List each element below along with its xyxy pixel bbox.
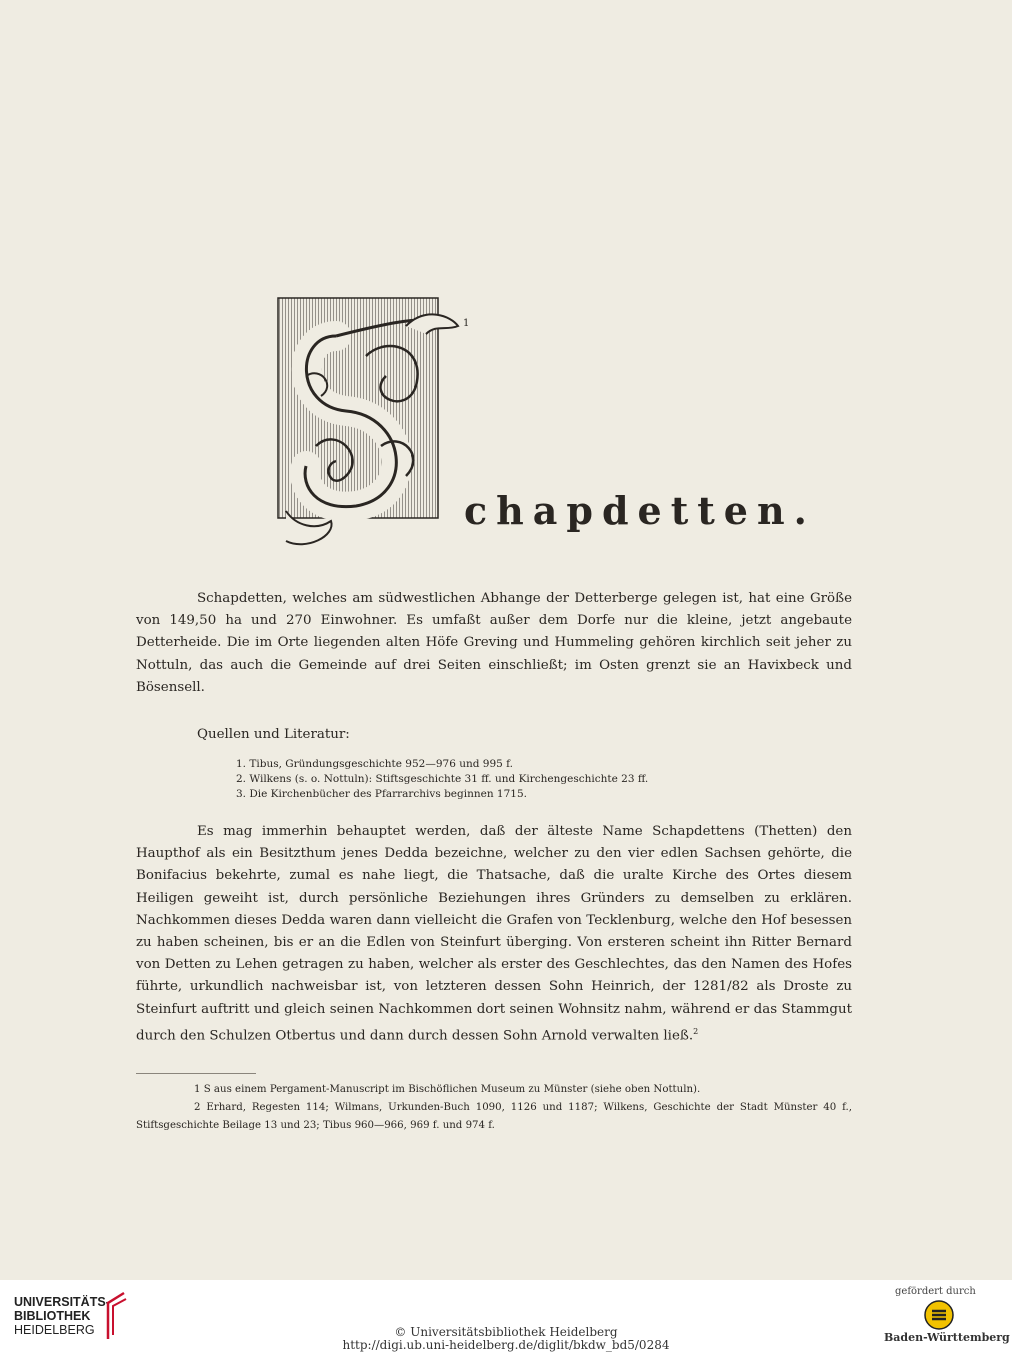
logo-line-2: BIBLIOTHEK [14,1309,91,1323]
funded-by-label: gefördert durch [895,1286,976,1297]
footnote-ref-1: 1 [463,318,470,329]
footnotes [136,1081,852,1135]
permalink-url[interactable]: http://digi.ub.uni-heidelberg.de/diglit/bkdw_bd5/0284 [342,1338,670,1352]
funder-name: Baden-Württemberg [884,1331,1010,1344]
ornamental-initial-s [276,296,466,556]
logo-line-3: HEIDELBERG [14,1323,95,1337]
copyright-notice: © Universitätsbibliothek Heidelberg [394,1325,618,1339]
history-paragraph [136,821,852,1048]
bw-coat-of-arms-icon [923,1299,955,1331]
ornamental-initial-graphic [276,296,466,556]
history-paragraph-text: Es mag immerhin behauptet werden, daß der älteste Name Schapdettens (Thetten) den Haupthof als ein Besitzthum jenes Dedda bezeichne, welcher zu den vier edlen Sachsen gehörte, die Bonifacius bekehrte, zumal es nahe liegt, die Thatsache, daß die uralte Kirche des Ortes diesem Heiligen geweiht ist, durch persönliche Beziehungen ihres Gründers zu demselben zu erklären. Nachkommen dieses Dedda waren dann vielleicht die Grafen von Tecklenburg, welche den Hof besessen zu haben scheinen, bis er an die Edlen von Steinfurt überging. Von ersteren scheint ihn Ritter Bernard von Detten zu Lehen getragen zu haben, welcher als erster des Geschlechtes, das den Namen des Hofes führte, urkundlich nachweisbar ist, von letzteren dessen Sohn Heinrich, der 1281/82 als Droste zu Steinfurt auftritt und gleich seinen Nachkommen dort seinen Wohnsitz nahm, während er das Stammgut durch den Schulzen Otbertus und dann durch dessen Sohn Arnold verwalten ließ. [136,824,852,1044]
sources-heading: Quellen und Literatur: [197,727,350,742]
logo-line-1: UNIVERSITÄTS- [14,1295,110,1309]
chapter-title: chapdetten. [464,488,816,533]
literature-item: 3. Die Kirchenbücher des Pfarrarchivs beginnen 1715. [236,788,527,800]
literature-list [236,757,648,802]
footnote-1: 1 S aus einem Pergament-Manuscript im Bischöflichen Museum zu Münster (siehe oben Nottuln). [194,1084,701,1095]
intro-paragraph: Schapdetten, welches am südwestlichen Abhange der Detterberge gelegen ist, hat eine Größe von 149,50 ha und 270 Einwohner. Es umfaßt außer dem Dorfe nur die kleine, jetzt angebaute Detterheide. Die im Orte liegenden alten Höfe Greving und Hummeling gehören kirchlich seit jeher zu Nottuln, das auch die Gemeinde auf drei Seiten einschließt; im Osten grenzt sie an Havixbeck und Bösensell. [136,591,852,695]
footnote-ref-2: 2 [693,1026,699,1036]
literature-item: 2. Wilkens (s. o. Nottuln): Stiftsgeschichte 31 ff. und Kirchengeschichte 23 ff. [236,773,649,785]
footnote-divider [136,1073,256,1074]
literature-item: 1. Tibus, Gründungsgeschichte 952—976 und 995 f. [236,758,514,770]
footnote-2: 2 Erhard, Regesten 114; Wilmans, Urkunden-Buch 1090, 1126 und 1187; Wilkens, Geschichte der Stadt Münster 40 f., Stiftsgeschichte Beilage 13 und 23; Tibus 960—966, 969 f. und 974 f. [136,1102,852,1131]
